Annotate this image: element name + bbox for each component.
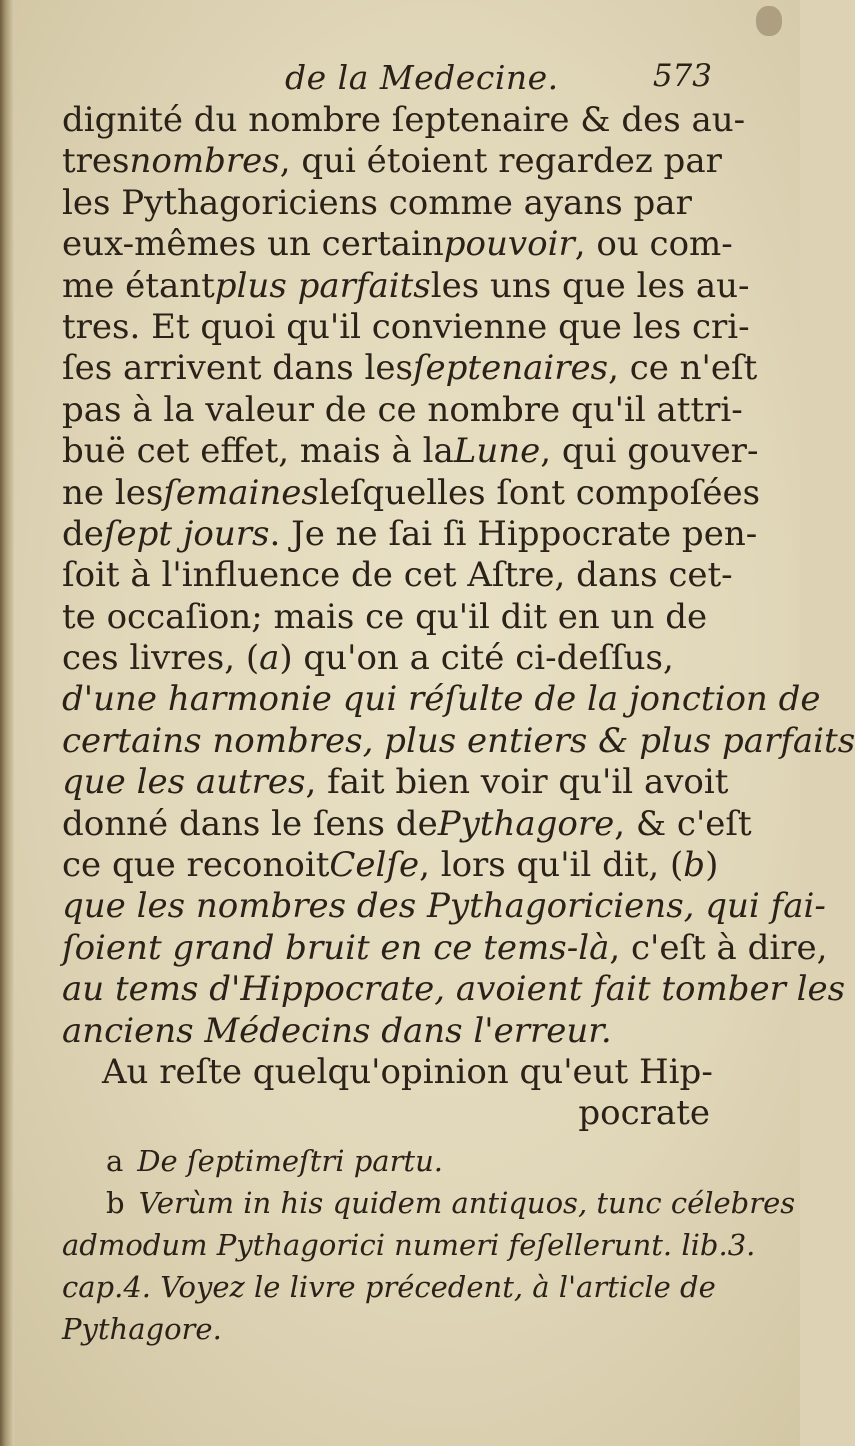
text-line: pocrate bbox=[578, 1093, 710, 1134]
text-line: de ſept jours . Je ne ſai ſi Hippocrate pen- bbox=[62, 513, 758, 554]
text-line: me étant plus parfaits les uns que les au- bbox=[62, 265, 750, 306]
text-line: certains nombres, plus entiers & plus parfaits bbox=[62, 720, 855, 761]
text-line: que les autres , fait bien voir qu'il avoit bbox=[62, 762, 729, 803]
text-line: Au reſte quelqu'opinion qu'eut Hip- bbox=[102, 1051, 713, 1092]
text-line: les Pythagoriciens comme ayans par bbox=[62, 182, 692, 223]
text-line: au tems d'Hippocrate, avoient fait tomber les bbox=[62, 969, 846, 1010]
text-line: dignité du nombre ſeptenaire & des au- bbox=[62, 100, 746, 140]
text-line: te occaſion; mais ce qu'il dit en un de bbox=[62, 596, 708, 637]
page-number: 573 bbox=[652, 58, 712, 94]
text-line: ſoient grand bruit en ce tems-là , c'eſt à dire, bbox=[62, 927, 828, 968]
text-line: pas à la valeur de ce nombre qu'il attri- bbox=[62, 389, 743, 430]
text-line: ſes arrivent dans les ſeptenaires , ce n'eſt bbox=[62, 348, 758, 389]
text-line: eux-mêmes un certain pouvoir , ou com- bbox=[62, 224, 733, 265]
text-line: ne les ſemaines leſquelles ſont compoſées bbox=[62, 472, 761, 513]
text-line: buë cet effet, mais à la Lune , qui gouver- bbox=[62, 431, 759, 472]
footnote-continuation: Pythagore. bbox=[62, 1312, 222, 1346]
text-line: tres. Et quoi qu'il convienne que les cri- bbox=[62, 306, 750, 347]
text-line: que les nombres des Pythagoriciens, qui fai- bbox=[62, 886, 826, 927]
text-line: ces livres, ( a ) qu'on a cité ci-deſſus, bbox=[62, 638, 674, 679]
footnote-continuation: cap.4. Voyez le livre précedent, à l'article de bbox=[62, 1270, 716, 1304]
page-gutter bbox=[0, 0, 14, 1446]
footnotes bbox=[62, 1140, 796, 1350]
footnote-a: a De ſeptimeſtri partu. bbox=[106, 1144, 443, 1178]
body-text bbox=[62, 100, 855, 1135]
text-line: donné dans le ſens de Pythagore , & c'eſt bbox=[62, 803, 752, 844]
text-line: ſoit à l'influence de cet Aſtre, dans cet- bbox=[62, 555, 733, 596]
footnote-continuation: admodum Pythagorici numeri feſellerunt. lib.3. bbox=[62, 1228, 756, 1262]
text-line: tres nombres , qui étoient regardez par bbox=[62, 141, 722, 182]
running-title: de la Medecine. bbox=[285, 58, 559, 97]
text-line: ce que reconoit Celſe , lors qu'il dit, ( b ) bbox=[62, 845, 719, 886]
footnote-b: b Verùm in his quidem antiquos, tunc célebres bbox=[106, 1186, 796, 1220]
page-header bbox=[60, 58, 720, 98]
text-line: anciens Médecins dans l'erreur. bbox=[62, 1010, 612, 1051]
text-line: d'une harmonie qui réſulte de la jonction de bbox=[62, 679, 821, 720]
paper-stain bbox=[756, 6, 782, 36]
